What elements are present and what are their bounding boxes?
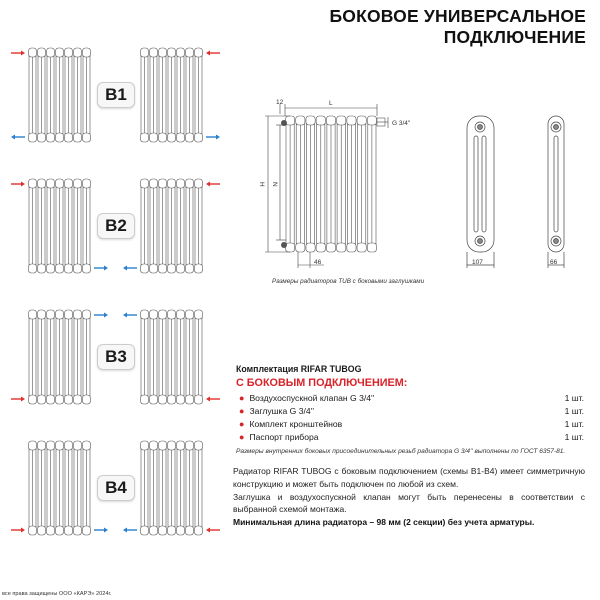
kit-item-qty: 1 шт. [564, 405, 584, 416]
plug-icon [281, 242, 287, 248]
description-p3: Минимальная длина радиатора – 98 мм (2 секции) без учета арматуры. [233, 517, 535, 528]
supply-arrow-icon [11, 51, 25, 56]
return-arrow-icon [94, 266, 108, 271]
return-arrow-icon [123, 313, 137, 318]
radiator-icon [29, 179, 91, 273]
supply-arrow-icon [206, 182, 220, 187]
kit-title: Комплектация RIFAR TUBOG [236, 364, 362, 374]
radiator-icon [29, 310, 91, 404]
scheme-label-b4: B4 [97, 475, 135, 501]
radiator-icon [286, 116, 377, 252]
bullet-icon: ● [239, 432, 245, 443]
radiator-icon [29, 48, 91, 142]
return-arrow-icon [11, 135, 25, 140]
supply-arrow-icon [206, 528, 220, 533]
return-arrow-icon [94, 528, 108, 533]
supply-arrow-icon [206, 397, 220, 402]
dim-66-label: 66 [550, 259, 558, 266]
kit-item-name: Заглушка G 3/4'' [249, 405, 314, 416]
bullet-icon: ● [239, 392, 245, 403]
kit-item [236, 431, 584, 444]
description-p1: Радиатор RIFAR TUBOG с боковым подключением (схемы B1-B4) имеет симметричную конструкцию и может быть подключен по любой из схем. [233, 466, 585, 489]
dim-H-label: H [258, 182, 265, 187]
radiator-front-view [281, 116, 385, 252]
return-arrow-icon [206, 135, 220, 140]
kit-item [236, 404, 584, 417]
drawing-caption: Размеры радиаторов TUB с боковыми заглушками [272, 278, 425, 285]
kit-item [236, 391, 584, 404]
title-line-1: БОКОВОЕ УНИВЕРСАЛЬНОЕ [329, 6, 586, 26]
supply-arrow-icon [11, 397, 25, 402]
thread-label: G 3/4'' [392, 120, 411, 127]
title-line-2: ПОДКЛЮЧЕНИЕ [443, 27, 586, 47]
kit-item [236, 417, 584, 430]
description [233, 465, 585, 529]
return-arrow-icon [123, 266, 137, 271]
bullet-icon: ● [239, 405, 245, 416]
kit-item-qty: 1 шт. [564, 418, 584, 429]
scheme-label-b2: B2 [97, 213, 135, 239]
supply-arrow-icon [206, 51, 220, 56]
kit-note: Размеры внутренних боковых присоединительных резьб радиатора G 3/4'' выполнены по ГОСТ 6357-81. [236, 447, 566, 455]
description-p2: Заглушка и воздухоспускной клапан могут быть перенесены в соответствии с выбранной схемой монтажа. [233, 491, 585, 515]
radiator-side-view-2-column [548, 116, 564, 268]
dim-12-label: 12 [276, 99, 284, 106]
supply-arrow-icon [11, 528, 25, 533]
dimension-drawing [240, 90, 600, 280]
radiator-icon [141, 310, 203, 404]
copyright: все права защищены ООО «КАРЭ» 2024г. [2, 591, 112, 597]
kit-item-name: Паспорт прибора [249, 432, 319, 443]
return-arrow-icon [94, 313, 108, 318]
bullet-icon: ● [239, 418, 245, 429]
kit-item-qty: 1 шт. [564, 432, 584, 443]
kit-item-name: Комплект кронштейнов [249, 418, 343, 429]
kit-subtitle: С БОКОВЫМ ПОДКЛЮЧЕНИЕМ: [236, 377, 408, 389]
radiator-side-view-3-column [467, 116, 494, 268]
radiator-icon [141, 48, 203, 142]
kit-item-qty: 1 шт. [564, 392, 584, 403]
scheme-label-b3: B3 [97, 344, 135, 370]
kit-item-name: Воздухоспускной клапан G 3/4'' [249, 392, 375, 403]
radiator-icon [141, 179, 203, 273]
dim-46-label: 46 [314, 259, 322, 266]
radiator-icon [29, 441, 91, 535]
dim-107-label: 107 [472, 259, 483, 266]
supply-arrow-icon [11, 182, 25, 187]
page-title [329, 6, 586, 48]
dim-N-label: N [271, 182, 278, 187]
scheme-label-b1: B1 [97, 82, 135, 108]
dim-L-label: L [329, 100, 333, 107]
kit-section [236, 364, 584, 455]
return-arrow-icon [123, 528, 137, 533]
radiator-icon [141, 441, 203, 535]
